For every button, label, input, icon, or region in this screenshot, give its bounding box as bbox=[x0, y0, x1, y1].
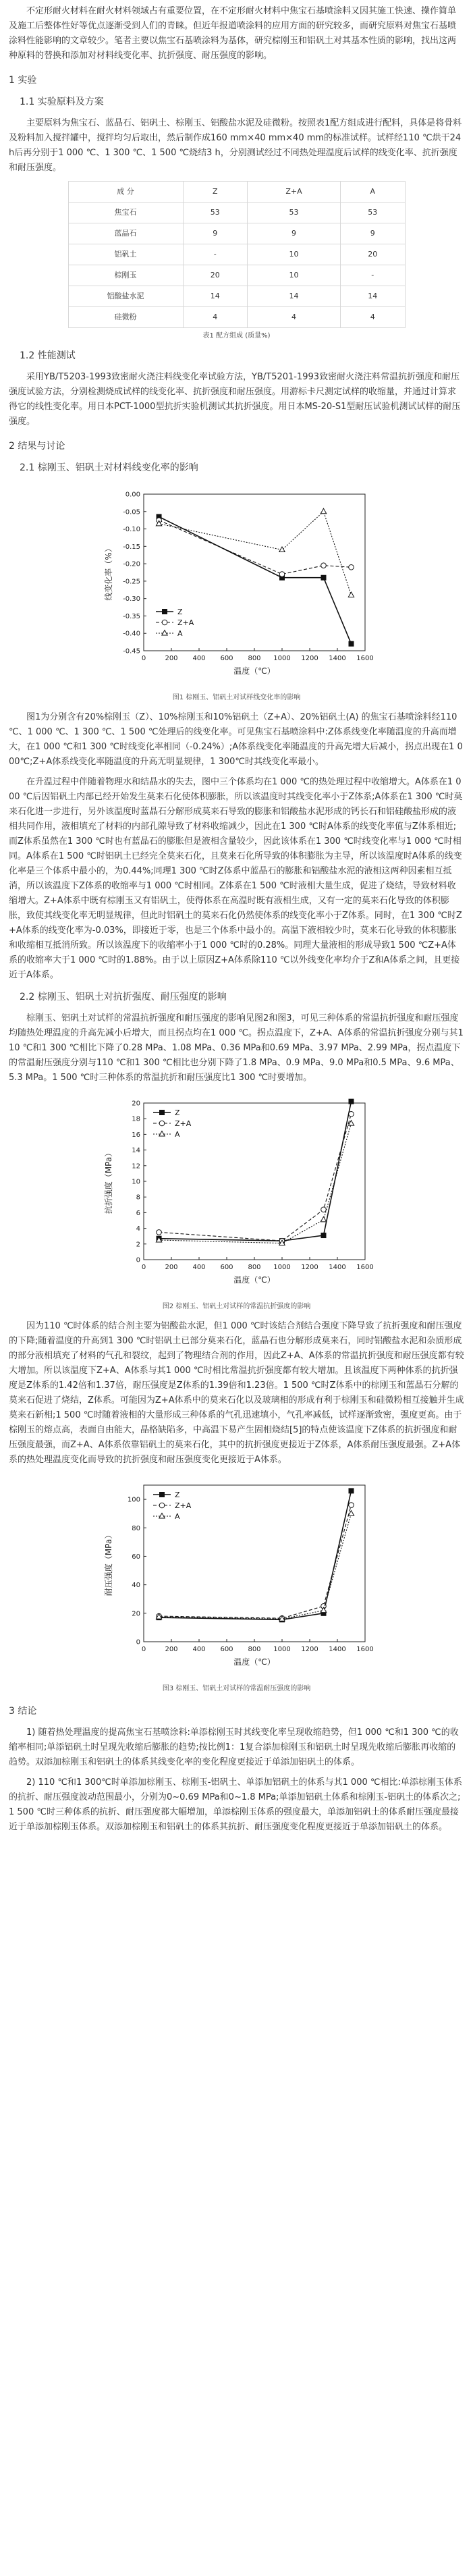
y-tick-label: 0 bbox=[136, 1638, 140, 1646]
x-tick-label: 1600 bbox=[356, 1646, 374, 1653]
table-cell: 4 bbox=[247, 307, 340, 328]
y-tick-label: 0.00 bbox=[125, 491, 140, 499]
x-tick-label: 400 bbox=[192, 1264, 206, 1271]
chart-compressive-strength bbox=[95, 1473, 379, 1675]
strength-paragraph-1: 棕刚玉、铝矾土对试样的常温抗折强度和耐压强度的影响见图2和图3，可见三种体系的常温抗折强度和耐压强度均随热处理温度的升高先减小后增大，而且拐点均在1 000 ℃。拐点温度下，Z+A、A体系的常温抗折强度分别与其110 ℃和1 300 ℃相比下降了0.28 MPa、1.08 MPa、0.36 MPa和0.69 MPa、3.97 MPa、2.99 MPa，拐点温度下的常温耐压强度分别与110 ℃和1 300 ℃相比也分别下降了1.8 MPa、0.9 MPa、9.0 MPa和0.5 MPa、9.6 MPa、5.3 MPa。1 500 ℃时三种体系的常温抗折和耐压强度比1 300 ℃时要增加。 bbox=[9, 1013, 464, 1083]
y-tick-label: 0 bbox=[136, 1256, 140, 1264]
conclusion-2: 2) 110 ℃和1 300℃时单添加棕刚玉、棕刚玉-铝矾土、单添加铝矾土的体系与其1 000 ℃相比:单添棕刚玉体系的抗折、耐压强度波动范围最小，分别为0~0.69 MPa和0~1.8 MPa;单添加铝矾土体系和棕刚玉-铝矾土的体系次之;1 500 ℃时三种体系的抗折、耐压强度都大幅增加，单添棕刚玉体系的强度最大，单添加铝矾土的体系耐压强度最接近于单添加棕刚玉体系。双添加棕刚玉和铝矾土的体系其抗折、耐压强度变化程度更接近于单添加铝矾土的体系。 bbox=[9, 1777, 462, 1832]
x-tick-label: 600 bbox=[219, 1646, 233, 1653]
data-point bbox=[321, 508, 326, 514]
table-header-cell: A bbox=[341, 182, 405, 203]
x-tick-label: 200 bbox=[164, 1646, 178, 1653]
table-cell: 53 bbox=[341, 203, 405, 223]
y-tick-label: -0.15 bbox=[122, 543, 140, 551]
series-line-z bbox=[159, 1491, 351, 1619]
subsection-heading-strength: 2.2 棕刚玉、铝矾土对抗折强度、耐压强度的影响 bbox=[20, 992, 227, 1002]
table-cell: 9 bbox=[247, 223, 340, 244]
section-heading-conclusion: 3 结论 bbox=[9, 1706, 37, 1717]
legend-label: Z+A bbox=[174, 1501, 191, 1510]
table-row bbox=[68, 286, 405, 307]
x-tick-label: 400 bbox=[192, 655, 206, 662]
intro-paragraph: 不定形耐火材料在耐火材料领域占有重要位置，在不定形耐火材料中焦宝石基喷涂料又因其施工快速、操作简单及施工后整体性好等优点逐渐受到人们的青睐。但近年报道喷涂料的应用方面的研究较多，而研究原料对焦宝石基喷涂料性能影响的文章较少。笔者主要以焦宝石基喷涂料为基体，研究棕刚玉和铝矾土对其基本性质的影响，找出这两种原料的替换和添加对材料线变化率、抗折强度、耐压强度的影响。 bbox=[9, 6, 457, 61]
y-tick-label: -0.45 bbox=[122, 647, 140, 655]
table-header-cell: Z+A bbox=[247, 182, 340, 203]
x-tick-label: 400 bbox=[192, 1646, 206, 1653]
x-axis-label: 温度（℃） bbox=[233, 1275, 275, 1285]
y-tick-label: -0.05 bbox=[122, 508, 140, 516]
table-cell: 20 bbox=[183, 265, 247, 286]
subsection-heading-materials: 1.1 实验原料及方案 bbox=[20, 97, 104, 107]
materials-paragraph: 主要原料为焦宝石、蓝晶石、铝矾土、棕刚玉、铝酸盐水泥及硅微粉。按照表1配方组成进行配料，具体是将骨料及粉料加入搅拌罐中，搅拌均匀后取出，然后制作成160 mm×40 mm×40 mm的标准试样。试样经110 ℃烘干24 h后再分别于1 000 ℃、1 300 ℃、1 500 ℃烧结3 h，分别测试经过不同热处理温度后试样的线变化率、抗折强度和耐压强度。 bbox=[9, 118, 462, 173]
x-tick-label: 0 bbox=[141, 1646, 146, 1653]
table-cell: 14 bbox=[341, 286, 405, 307]
series-line-a bbox=[159, 1513, 351, 1619]
table-cell: 4 bbox=[183, 307, 247, 328]
legend-label: A bbox=[177, 629, 183, 638]
legend-marker bbox=[159, 1513, 164, 1519]
chart-linear-change bbox=[95, 482, 379, 685]
data-point bbox=[321, 1207, 326, 1212]
x-tick-label: 1200 bbox=[300, 1264, 318, 1271]
legend-marker bbox=[159, 1503, 165, 1508]
table-row bbox=[68, 307, 405, 328]
table-cell: 蓝晶石 bbox=[68, 223, 183, 244]
data-point bbox=[348, 592, 354, 597]
x-tick-label: 1000 bbox=[273, 655, 291, 662]
y-tick-label: 10 bbox=[131, 1178, 140, 1186]
data-point bbox=[348, 1111, 354, 1117]
legend-marker bbox=[159, 1131, 164, 1137]
table-cell: 20 bbox=[341, 244, 405, 265]
table-cell: 棕刚玉 bbox=[68, 265, 183, 286]
x-tick-label: 800 bbox=[247, 1264, 261, 1271]
conclusion-1: 1) 随着热处理温度的提高焦宝石基喷涂料:单添棕刚玉时其线变化率呈现收缩趋势，但1 000 ℃和1 300 ℃的收缩率相同;单添铝矾土时呈现先收缩后膨胀的趋势;按比例1：1复合添加棕刚玉和铝矾土时呈现先收缩后膨胀再收缩的趋势。双添加棕刚玉和铝矾土的体系其线变化率的变化程度更接近于单添加铝矾土的体系。 bbox=[9, 1727, 459, 1767]
figure-3-caption: 图3 棕刚玉、铝矾土对试样的常温耐压强度的影响 bbox=[162, 1685, 311, 1692]
data-point bbox=[349, 1099, 354, 1104]
x-tick-label: 200 bbox=[164, 655, 178, 662]
y-tick-label: 20 bbox=[131, 1100, 140, 1108]
legend-marker bbox=[159, 1110, 164, 1115]
linear-change-paragraph-2: 在升温过程中伴随着物理水和结晶水的失去，图中三个体系均在1 000 ℃的热处理过程中收缩增大。A体系在1 000 ℃后因铝矾土内部已经开始发生莫来石化使体积膨胀，所以该温度时其线变化率小于Z体系;A体系在1 300 ℃时莫来石化进一步进行，另外该温度时蓝晶石分解形成莫来石导致的膨胀和铝酸盐水泥形成的钙长石和铝硅酸盐形成的液相共同作用，液相填充了材料的内部孔隙导致了材料收缩减少，因此在1 300 ℃时A体系的线变化率值与Z体系相近;而Z体系虽然在1 300 ℃时也有蓝晶石的膨胀但是液相含量较少，因此该体系在1 300 ℃时线变化率与1 000 ℃时相同。A体系在1 500 ℃时铝矾土已经完全莫来石化，且莫来石化所导致的体积膨胀为主导，所以该温度时A体系的线变化率是三个体系中最小的，为0.44%;同理1 300 ℃时Z体系中蓝晶石的膨胀和铝酸盐水泥的液相这两种因素相互抵消，所以该温度下Z体系的收缩率与1 000 ℃时相同。Z体系在1 500 ℃时液相大量生成，促进了烧结，导致材料收缩增大。Z+A体系中既有棕刚玉又有铝矾土，使得体系在高温时既有液相生成，又有一定的莫来石化导致的体积膨胀，致使其线变化率无明显规律，但此时铝矾土的莫来石化仍然使体系的线变化率小于Z体系。同时，在1 300 ℃时Z+A体系的线变化率为-0.03%，即接近于零，也是三个体系中最小的。高温下液相较少时，莫来石化导致的体积膨胀和收缩相互抵消所致。所以该温度下的收缩率小于1 000 ℃时的0.28%。同理大量液相的形成导致1 500 ℃Z+A体系的收缩率大于1 000 ℃时的1.88%。由于以上原因Z+A体系除110 ℃以外线变化率均介于Z和A体系之间，且更接近于A体系。 bbox=[9, 777, 463, 980]
composition-table bbox=[68, 181, 406, 328]
x-tick-label: 800 bbox=[247, 1646, 261, 1653]
data-point bbox=[321, 1216, 326, 1222]
y-tick-label: -0.10 bbox=[122, 526, 140, 534]
table-cell: - bbox=[183, 244, 247, 265]
x-tick-label: 200 bbox=[164, 1264, 178, 1271]
legend-label: Z bbox=[174, 1491, 180, 1499]
y-tick-label: 12 bbox=[131, 1162, 140, 1171]
y-axis-label: 线变化率（%） bbox=[103, 544, 113, 601]
y-tick-label: -0.30 bbox=[122, 595, 140, 603]
figure-2 bbox=[9, 1091, 464, 1312]
y-axis-label: 抗折强度（MPa） bbox=[103, 1148, 113, 1214]
series-line-a bbox=[159, 512, 351, 595]
x-tick-label: 1200 bbox=[300, 655, 318, 662]
data-point bbox=[279, 547, 284, 552]
table-cell: 9 bbox=[183, 223, 247, 244]
table-row bbox=[68, 203, 405, 223]
legend-label: Z+A bbox=[177, 618, 194, 627]
y-tick-label: -0.25 bbox=[122, 578, 140, 586]
table-header-cell: Z bbox=[183, 182, 247, 203]
data-point bbox=[348, 564, 354, 570]
x-axis-label: 温度（℃） bbox=[233, 666, 275, 676]
table-1-figure bbox=[9, 181, 464, 342]
table-cell: - bbox=[341, 265, 405, 286]
table-cell: 14 bbox=[247, 286, 340, 307]
table-cell: 10 bbox=[247, 244, 340, 265]
y-tick-label: 40 bbox=[131, 1582, 140, 1590]
y-tick-label: -0.35 bbox=[122, 612, 140, 620]
data-point bbox=[321, 575, 326, 580]
legend-marker bbox=[159, 1121, 165, 1126]
y-tick-label: 6 bbox=[136, 1209, 140, 1217]
y-tick-label: 4 bbox=[136, 1225, 140, 1233]
legend-label: Z bbox=[174, 1108, 180, 1117]
testing-paragraph: 采用YB/T5203-1993致密耐火浇注料线变化率试验方法，YB/T5201-1993致密耐火浇注料常温抗折强度和耐压强度试验方法，分别检测烧成试样的线变化率、抗折强度和耐压强度。用游标卡尺测定试样的收缩量，并通过计算求得它的线性变化率。用日本PCT-1000型抗折实验机测试其抗折强度。用日本MS-20-S1型耐压试验机测试试样的耐压强度。 bbox=[9, 372, 461, 427]
x-tick-label: 800 bbox=[247, 655, 261, 662]
data-point bbox=[348, 1503, 354, 1508]
x-tick-label: 1400 bbox=[328, 655, 346, 662]
table-header-cell: 成 分 bbox=[68, 182, 183, 203]
y-tick-label: -0.20 bbox=[122, 560, 140, 568]
legend-marker bbox=[162, 620, 167, 625]
legend-label: A bbox=[174, 1512, 180, 1521]
legend-label: Z bbox=[177, 608, 183, 616]
table-cell: 4 bbox=[341, 307, 405, 328]
x-tick-label: 0 bbox=[141, 1264, 146, 1271]
y-tick-label: 8 bbox=[136, 1193, 140, 1202]
y-tick-label: 18 bbox=[131, 1115, 140, 1123]
series-line-a bbox=[159, 1123, 351, 1243]
table-cell: 53 bbox=[247, 203, 340, 223]
data-point bbox=[321, 563, 326, 568]
y-tick-label: 16 bbox=[131, 1131, 140, 1139]
x-axis-label: 温度（℃） bbox=[233, 1657, 275, 1667]
figure-1 bbox=[9, 482, 464, 703]
series-line-z-plus-a bbox=[159, 1505, 351, 1619]
data-point bbox=[349, 641, 354, 646]
y-tick-label: -0.40 bbox=[122, 630, 140, 638]
x-tick-label: 1600 bbox=[356, 1264, 374, 1271]
legend-marker bbox=[161, 630, 167, 636]
legend-marker bbox=[162, 610, 167, 614]
table-row bbox=[68, 265, 405, 286]
legend-label: Z+A bbox=[174, 1119, 191, 1128]
table-cell: 9 bbox=[341, 223, 405, 244]
table-cell: 10 bbox=[247, 265, 340, 286]
table-cell: 铝酸盐水泥 bbox=[68, 286, 183, 307]
table-cell: 硅微粉 bbox=[68, 307, 183, 328]
plot-frame bbox=[144, 494, 365, 651]
data-point bbox=[321, 1233, 326, 1238]
subsection-heading-testing: 1.2 性能测试 bbox=[20, 350, 76, 361]
table-cell: 53 bbox=[183, 203, 247, 223]
x-tick-label: 1400 bbox=[328, 1264, 346, 1271]
table-row bbox=[68, 244, 405, 265]
legend-marker bbox=[159, 1493, 164, 1497]
x-tick-label: 1400 bbox=[328, 1646, 346, 1653]
linear-change-paragraph-1: 图1为分别含有20%棕刚玉（Z）、10%棕刚玉和10%铝矾土（Z+A）、20%铝矾土(A) 的焦宝石基喷涂料经110 ℃、1 000 ℃、1 300 ℃、1 500 ℃处理后的线变化率。可见焦宝石基喷涂料中:Z体系线变化率随温度的升高而增大，在1 000 ℃和1 300 ℃时线变化率相同（-0.24%）;A体系线变化率随温度的升高先增大后减小，拐点出现在1 000℃;Z+A体系线变化率随温度的升高无明显规律，1 300℃时其线变化率最小。 bbox=[9, 712, 463, 767]
table-cell: 焦宝石 bbox=[68, 203, 183, 223]
table-cell: 铝矾土 bbox=[68, 244, 183, 265]
y-tick-label: 2 bbox=[136, 1241, 140, 1249]
table-header-row bbox=[68, 182, 405, 203]
table-cell: 14 bbox=[183, 286, 247, 307]
section-heading-results: 2 结果与讨论 bbox=[9, 441, 65, 452]
y-tick-label: 20 bbox=[131, 1610, 140, 1618]
y-tick-label: 80 bbox=[131, 1524, 140, 1532]
table-row bbox=[68, 223, 405, 244]
figure-1-caption: 图1 棕刚玉、铝矾土对试样线变化率的影响 bbox=[172, 694, 301, 701]
data-point bbox=[279, 572, 285, 577]
y-tick-label: 60 bbox=[131, 1553, 140, 1561]
data-point bbox=[349, 1488, 354, 1493]
x-tick-label: 600 bbox=[219, 1264, 233, 1271]
figure-3 bbox=[9, 1473, 464, 1694]
figure-2-caption: 图2 棕刚玉、铝矾土对试样的常温抗折强度的影响 bbox=[162, 1303, 311, 1310]
legend-label: A bbox=[174, 1130, 180, 1139]
x-tick-label: 1200 bbox=[300, 1646, 318, 1653]
section-heading-experiment: 1 实验 bbox=[9, 75, 37, 86]
chart-flexural-strength bbox=[95, 1091, 379, 1293]
x-tick-label: 1000 bbox=[273, 1264, 291, 1271]
x-tick-label: 1600 bbox=[356, 655, 374, 662]
y-tick-label: 14 bbox=[131, 1147, 140, 1155]
x-tick-label: 1000 bbox=[273, 1646, 291, 1653]
y-tick-label: 100 bbox=[127, 1496, 140, 1504]
y-axis-label: 耐压强度（MPa） bbox=[103, 1530, 113, 1596]
table-1-caption: 表1 配方组成 (质量%) bbox=[202, 332, 271, 340]
x-tick-label: 600 bbox=[219, 655, 233, 662]
strength-paragraph-2: 因为110 ℃时体系的结合剂主要为铝酸盐水泥，但1 000 ℃时该结合剂结合强度下降导致了抗折强度和耐压强度的下降;随着温度的升高到1 300 ℃时铝矾土已部分莫来石化，蓝晶石也分解形成莫来石，同时铝酸盐水泥和杂质形成的部分液相填充了材料的气孔和裂纹，起到了物理结合剂的作用，因此Z+A、A体系的常温抗折强度和耐压强度都有较大增加。所以该温度下Z+A、A体系与其1 000 ℃时相比常温抗折强度都有较大增加。且该温度下两种体系的抗折强度是Z体系的1.42倍和1.37倍，耐压强度是Z体系的1.39倍和1.23倍。1 500 ℃时Z体系中的棕刚玉和蓝晶石分解的莫来石促进了烧结，Z体系。可能因为Z+A体系中的莫来石化以及玻璃相的形成有利于棕刚玉和硅微粉相互接触并生成莫来石新相;1 500 ℃时随着液相的大量形成三种体系的气孔迅速填小，气孔率减低，试样逐渐致密，强度更高。由于棕刚玉的熔点高，表面自由能大，晶格缺陷多，中高温下易产生固相烧结[5]的特点使该温度下Z体系的抗折强度和耐压强度最强，而Z+A、A体系依靠铝矾土的莫来石化，其中的抗折强度更接近于Z体系，A体系耐压强度最强。Z+A体系的热处理温度变化而导致的抗折强度和耐压强度变化更接近于A体系。 bbox=[9, 1321, 464, 1465]
x-tick-label: 0 bbox=[141, 655, 146, 662]
data-point bbox=[156, 1230, 161, 1235]
subsection-heading-linear-change: 2.1 棕刚玉、铝矾土对材料线变化率的影响 bbox=[20, 462, 198, 473]
